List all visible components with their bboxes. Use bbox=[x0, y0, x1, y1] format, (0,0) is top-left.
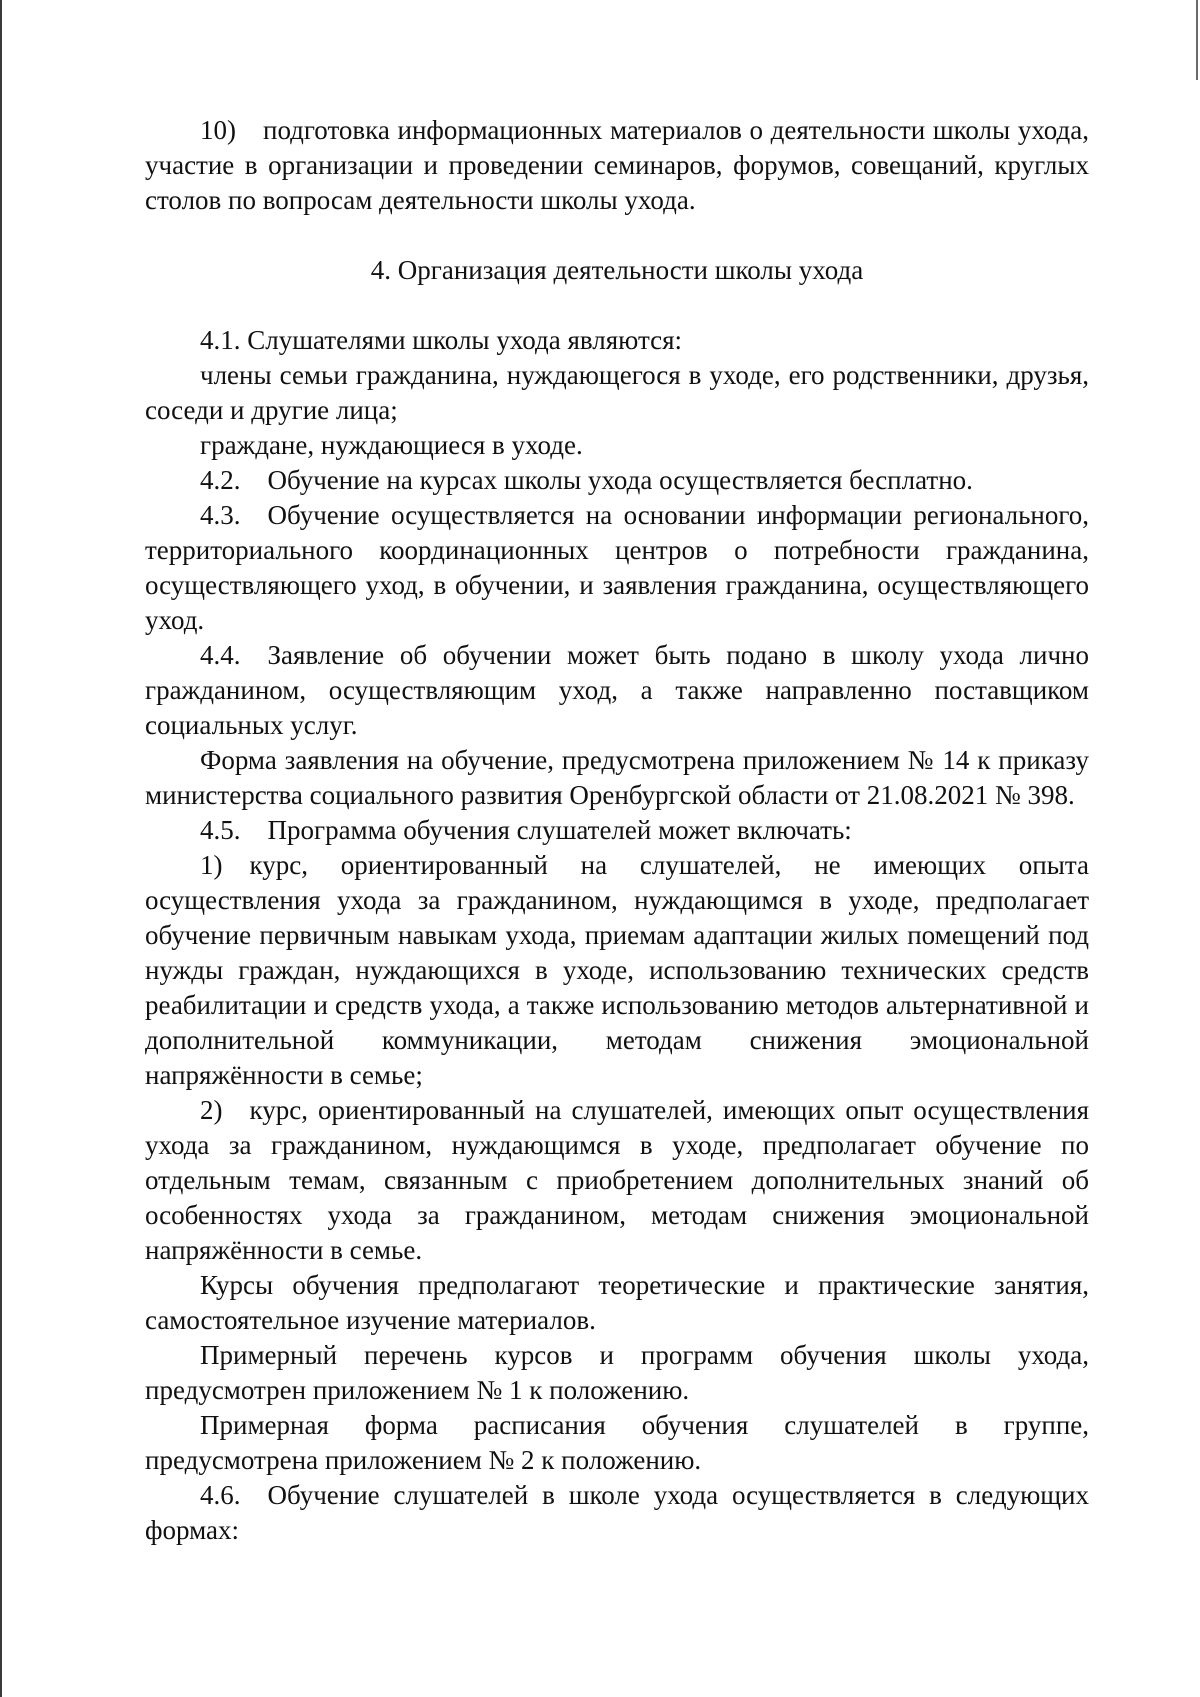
paragraph-item-10: 10) подготовка информационных материалов о деятельности школы ухода, участие в организации и проведении семинаров, форумов, совещаний, круглых столов по вопросам деятельности школы ухода. bbox=[145, 115, 1089, 215]
paragraph-appendix-1: Примерный перечень курсов и программ обучения школы ухода, предусмотрен приложением № 1 к положению. bbox=[145, 1340, 1089, 1405]
paragraph-4-1: 4.1. Слушателями школы ухода являются: bbox=[200, 325, 683, 355]
paragraph-4-4: 4.4. Заявление об обучении может быть подано в школу ухода лично гражданином, осуществляющим уход, а также направленно поставщиком социальных услуг. bbox=[145, 640, 1089, 740]
paragraph-application-form: Форма заявления на обучение, предусмотрена приложением № 14 к приказу министерства социального развития Оренбургской области от 21.08.2021 № 398. bbox=[145, 745, 1089, 810]
paragraph-courses-theory: Курсы обучения предполагают теоретические и практические занятия, самостоятельное изучение материалов. bbox=[145, 1270, 1089, 1335]
paragraph-4-5: 4.5. Программа обучения слушателей может включать: bbox=[200, 815, 852, 845]
paragraph-course-1: 1) курс, ориентированный на слушателей, не имеющих опыта осуществления ухода за гражданином, нуждающимся в уходе, предполагает обучение первичным навыкам ухода, приемам адаптации жилых помещений под нужды граждан, нуждающихся в уходе, использованию технических средств реабилитации и средств ухода, а также использованию методов альтернативной и дополнительной коммуникации, методам снижения эмоциональной напряжённости в семье; bbox=[145, 850, 1089, 1090]
paragraph-4-6: 4.6. Обучение слушателей в школе ухода осуществляется в следующих формах: bbox=[145, 1480, 1089, 1545]
section-heading: 4. Организация деятельности школы ухода bbox=[370, 255, 864, 285]
paragraph-appendix-2: Примерная форма расписания обучения слушателей в группе, предусмотрена приложением № 2 к положению. bbox=[145, 1410, 1089, 1475]
scan-edge bbox=[1196, 0, 1198, 80]
paragraph-listeners-citizens: граждане, нуждающиеся в уходе. bbox=[200, 430, 583, 460]
paragraph-course-2: 2) курс, ориентированный на слушателей, имеющих опыт осуществления ухода за гражданином, нуждающимся в уходе, предполагает обучение по отдельным темам, связанным с приобретением дополнительных знаний об особенностях ухода за гражданином, методам снижения эмоциональной напряжённости в семье. bbox=[145, 1095, 1089, 1265]
paragraph-4-3: 4.3. Обучение осуществляется на основании информации регионального, территориального координационных центров о потребности гражданина, осуществляющего уход, в обучении, и заявления гражданина, осуществляющего уход. bbox=[145, 500, 1089, 635]
paragraph-listeners-family: члены семьи гражданина, нуждающегося в уходе, его родственники, друзья, соседи и другие лица; bbox=[145, 360, 1089, 425]
paragraph-4-2: 4.2. Обучение на курсах школы ухода осуществляется бесплатно. bbox=[200, 465, 973, 495]
document-body bbox=[145, 113, 1089, 1548]
